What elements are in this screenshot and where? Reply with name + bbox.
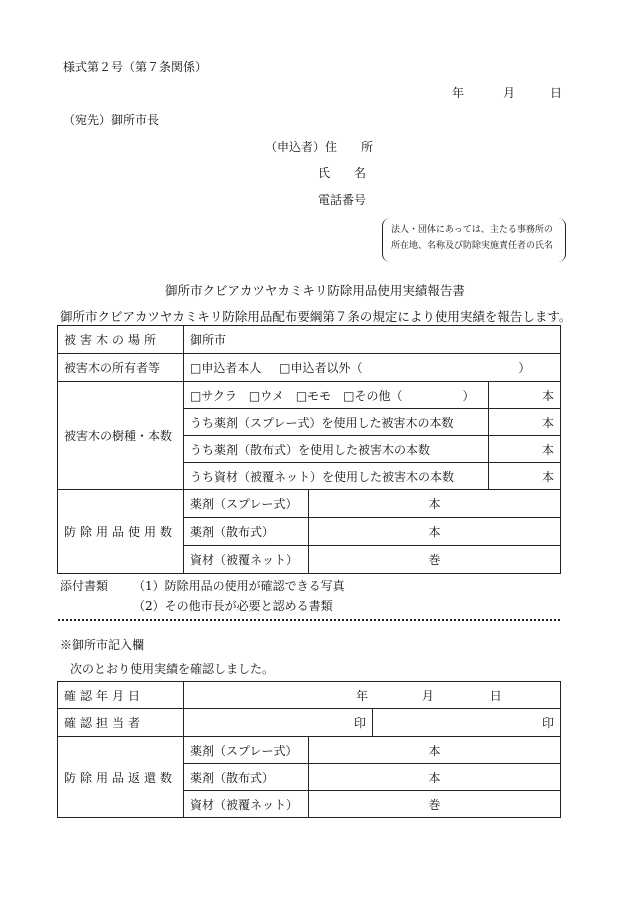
applicant-address-label: （申込者）住 所 (265, 140, 374, 154)
owner-options (184, 354, 561, 382)
return-spray-unit[interactable]: 本 (309, 737, 561, 764)
confirm-date-month: 月 (421, 688, 434, 703)
owner-other-close: ） (518, 361, 531, 375)
applicant-name-label: 氏 名 (318, 166, 367, 180)
confirm-staff-label: 確認担当者 (58, 709, 184, 737)
date-year-label: 年 (452, 86, 465, 100)
city-table (57, 681, 561, 818)
return-label: 防除用品返還数 (58, 737, 184, 818)
form-number: 様式第２号（第７条関係） (63, 60, 208, 74)
spray-tree-count-label: うち薬剤（スプレー式）を使用した被害木の本数 (184, 409, 489, 436)
staff-seal-2[interactable]: 印 (373, 709, 561, 737)
intro-text: 御所市クビアカツヤカミキリ防除用品配布要綱第７条の規定により使用実績を報告します。 (60, 309, 572, 324)
return-net-unit[interactable]: 巻 (309, 791, 561, 818)
species-label: 被害木の樹種・本数 (58, 382, 184, 490)
date-day-label: 日 (550, 86, 563, 100)
city-section-heading: ※御所市記入欄 (60, 638, 145, 652)
usage-scatter-label: 薬剤（散布式） (184, 518, 309, 546)
location-label: 被害木の場所 (58, 326, 184, 354)
usage-scatter-unit[interactable]: 本 (309, 518, 561, 546)
owner-self-checkbox[interactable]: □申込者本人 (190, 361, 262, 375)
report-table (57, 325, 561, 574)
net-tree-count-label: うち資材（被覆ネット）を使用した被害木の本数 (184, 463, 489, 490)
date-month-label: 月 (503, 86, 516, 100)
species-options[interactable]: □サクラ □ウメ □モモ □その他（ ） (184, 382, 489, 409)
return-spray-label: 薬剤（スプレー式） (184, 737, 309, 764)
confirm-date-value[interactable] (184, 682, 561, 709)
usage-spray-unit[interactable]: 本 (309, 490, 561, 518)
confirm-date-year: 年 (356, 688, 369, 703)
note-line-2: 所在地、名称及び防除実施責任者の氏名 (391, 241, 554, 251)
staff-seal-1[interactable]: 印 (184, 709, 373, 737)
species-count-unit: 本 (489, 382, 561, 409)
addressee: （宛先）御所市長 (63, 113, 160, 127)
note-line-1: 法人・団体にあっては、主たる事務所の (391, 225, 553, 235)
owner-other-checkbox[interactable]: □申込者以外（ (279, 361, 363, 375)
confirm-text: 次のとおり使用実績を確認しました。 (70, 662, 275, 676)
applicant-phone-label: 電話番号 (318, 193, 367, 207)
attachment-item-1: （1）防除用品の使用が確認できる写真 (133, 579, 345, 593)
scatter-tree-count-label: うち薬剤（散布式）を使用した被害木の本数 (184, 436, 489, 463)
scatter-tree-count-unit: 本 (489, 436, 561, 463)
return-scatter-label: 薬剤（散布式） (184, 764, 309, 791)
usage-label: 防除用品使用数 (58, 490, 184, 574)
confirm-date-label: 確認年月日 (58, 682, 184, 709)
confirm-date-day: 日 (489, 688, 502, 703)
owner-label: 被害木の所有者等 (58, 354, 184, 382)
spray-tree-count-unit: 本 (489, 409, 561, 436)
attachments-label: 添付書類 (60, 579, 109, 593)
return-scatter-unit[interactable]: 本 (309, 764, 561, 791)
page-title: 御所市クビアカツヤカミキリ防除用品使用実績報告書 (165, 283, 465, 298)
usage-net-label: 資材（被覆ネット） (184, 546, 309, 574)
usage-net-unit[interactable]: 巻 (309, 546, 561, 574)
return-net-label: 資材（被覆ネット） (184, 791, 309, 818)
section-divider (58, 619, 560, 621)
net-tree-count-unit: 本 (489, 463, 561, 490)
corporate-note (382, 218, 566, 262)
attachment-item-2: （2）その他市長が必要と認める書類 (133, 599, 333, 613)
location-value[interactable]: 御所市 (184, 326, 561, 354)
usage-spray-label: 薬剤（スプレー式） (184, 490, 309, 518)
